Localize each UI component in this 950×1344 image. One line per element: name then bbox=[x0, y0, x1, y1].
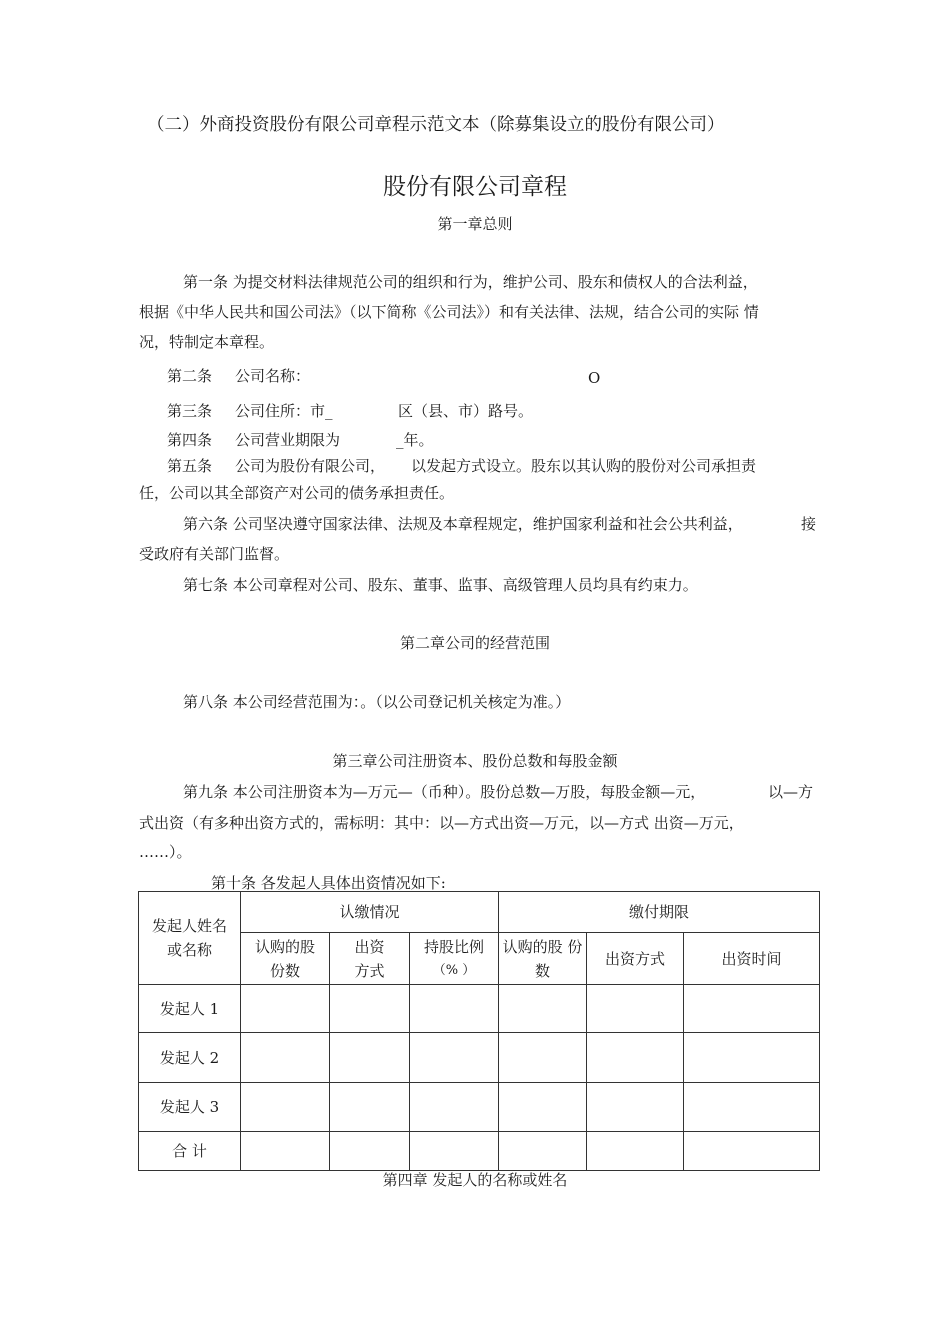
cell-empty bbox=[410, 1132, 499, 1171]
chapter-3-title: 第三章公司注册资本、股份总数和每股金额 bbox=[332, 752, 618, 770]
cell-empty bbox=[587, 1083, 684, 1132]
cell-empty bbox=[587, 1033, 684, 1083]
article-9-line-3: ……）。 bbox=[139, 843, 192, 861]
article-4-text-2: _年。 bbox=[396, 431, 434, 449]
cell-empty bbox=[684, 1083, 820, 1132]
chapter-4-title: 第四章 发起人的名称或姓名 bbox=[382, 1171, 568, 1189]
article-2-text: 公司名称： bbox=[235, 367, 311, 385]
header-founder-name-line-1: 发起人姓名 bbox=[151, 917, 227, 935]
header-payment-time: 出资时间 bbox=[684, 933, 820, 985]
cell-empty bbox=[330, 1033, 410, 1083]
chapter-1-title: 第一章总则 bbox=[437, 215, 513, 233]
article-5-text-1: 公司为股份有限公司， bbox=[235, 457, 386, 475]
article-8: 第八条 本公司经营范围为：。（以公司登记机关核定为准。） bbox=[183, 693, 571, 711]
article-2-tail: O bbox=[588, 369, 601, 387]
cell-empty bbox=[410, 1083, 499, 1132]
cell-empty bbox=[330, 1132, 410, 1171]
article-3-label: 第三条 bbox=[167, 402, 213, 420]
table-row bbox=[139, 1033, 820, 1083]
article-2-label: 第二条 bbox=[167, 367, 213, 385]
article-7: 第七条 本公司章程对公司、股东、董事、监事、高级管理人员均具有约束力。 bbox=[183, 576, 698, 594]
header-founder-name bbox=[139, 892, 241, 985]
table-row bbox=[139, 1132, 820, 1171]
article-6-line-2: 受政府有关部门监督。 bbox=[139, 545, 290, 563]
header-payment-method: 出资方式 bbox=[587, 933, 684, 985]
cell-empty bbox=[241, 1083, 330, 1132]
header-contribution-method-line-1: 出资 bbox=[354, 937, 385, 956]
header-founder-name-line-2: 或名称 bbox=[166, 941, 212, 959]
header-paid-shares-line-2: 数 bbox=[535, 961, 551, 980]
row-total: 合 计 bbox=[139, 1132, 241, 1171]
document-title: 股份有限公司章程 bbox=[383, 174, 567, 200]
cell-empty bbox=[499, 1083, 587, 1132]
header-paid-shares-line-1: 认购的股 份 bbox=[502, 937, 583, 956]
table-row bbox=[139, 1083, 820, 1132]
cell-empty bbox=[410, 1033, 499, 1083]
chapter-2-title: 第二章公司的经营范围 bbox=[399, 634, 550, 652]
cell-empty bbox=[684, 1132, 820, 1171]
article-9-line-1-tail: 以—方 bbox=[768, 783, 814, 801]
article-9-line-2: 式出资（有多种出资方式的，需标明：其中：以—方式出资—万元，以—方式 出资—万元， bbox=[139, 814, 744, 832]
article-3-text-2: 区（县、市）路号。 bbox=[398, 402, 534, 420]
article-6-line-1-tail: 接 bbox=[801, 515, 817, 533]
article-4-label: 第四条 bbox=[167, 431, 213, 449]
article-5-label: 第五条 bbox=[167, 457, 213, 475]
article-10: 第十条 各发起人具体出资情况如下: bbox=[211, 874, 446, 892]
article-6-line-1: 第六条 公司坚决遵守国家法律、法规及本章程规定，维护国家利益和社会公共利益， bbox=[183, 515, 743, 533]
row-founder-2: 发起人 2 bbox=[139, 1033, 241, 1083]
article-3-text-1: 公司住所：市_ bbox=[235, 402, 333, 420]
header-subscribed-shares-line-1: 认购的股 bbox=[254, 937, 315, 956]
cell-empty bbox=[684, 1033, 820, 1083]
header-paid-shares bbox=[499, 933, 587, 985]
header-share-ratio bbox=[410, 933, 499, 985]
cell-empty bbox=[587, 985, 684, 1033]
document-heading: （二）外商投资股份有限公司章程示范文本（除募集设立的股份有限公司） bbox=[147, 115, 725, 135]
article-5-line-2: 任，公司以其全部资产对公司的债务承担责任。 bbox=[139, 484, 455, 502]
cell-empty bbox=[410, 985, 499, 1033]
cell-empty bbox=[241, 1132, 330, 1171]
article-5-text-2: 以发起方式设立。股东以其认购的股份对公司承担责 bbox=[411, 457, 757, 475]
header-share-ratio-line-1: 持股比例 bbox=[424, 937, 485, 956]
cell-empty bbox=[499, 1132, 587, 1171]
header-subscribed-shares-line-2: 份数 bbox=[269, 961, 300, 980]
cell-empty bbox=[587, 1132, 684, 1171]
cell-empty bbox=[241, 1033, 330, 1083]
cell-empty bbox=[330, 985, 410, 1033]
row-founder-3: 发起人 3 bbox=[139, 1083, 241, 1132]
article-4-text-1: 公司营业期限为 bbox=[235, 431, 341, 449]
article-1-line-1: 第一条 为提交材料法律规范公司的组织和行为，维护公司、股东和债权人的合法利益， bbox=[183, 273, 758, 291]
header-subscription-group: 认缴情况 bbox=[241, 892, 499, 933]
cell-empty bbox=[499, 985, 587, 1033]
header-subscribed-shares bbox=[241, 933, 330, 985]
header-share-ratio-line-2: （% ） bbox=[432, 962, 476, 978]
header-contribution-method-line-2: 方式 bbox=[354, 961, 385, 980]
row-founder-1: 发起人 1 bbox=[139, 985, 241, 1033]
header-contribution-method bbox=[330, 933, 410, 985]
cell-empty bbox=[684, 985, 820, 1033]
header-payment-group: 缴付期限 bbox=[499, 892, 820, 933]
article-1-line-3: 况，特制定本章程。 bbox=[139, 333, 275, 351]
article-1-line-2: 根据《中华人民共和国公司法》（以下简称《公司法》）和有关法律、法规，结合公司的实际 情 bbox=[139, 303, 759, 321]
table-row bbox=[139, 985, 820, 1033]
contribution-table bbox=[138, 891, 820, 1171]
article-9-line-1: 第九条 本公司注册资本为—万元—（币种）。股份总数—万股，每股金额—元， bbox=[183, 783, 706, 801]
cell-empty bbox=[330, 1083, 410, 1132]
cell-empty bbox=[241, 985, 330, 1033]
cell-empty bbox=[499, 1033, 587, 1083]
